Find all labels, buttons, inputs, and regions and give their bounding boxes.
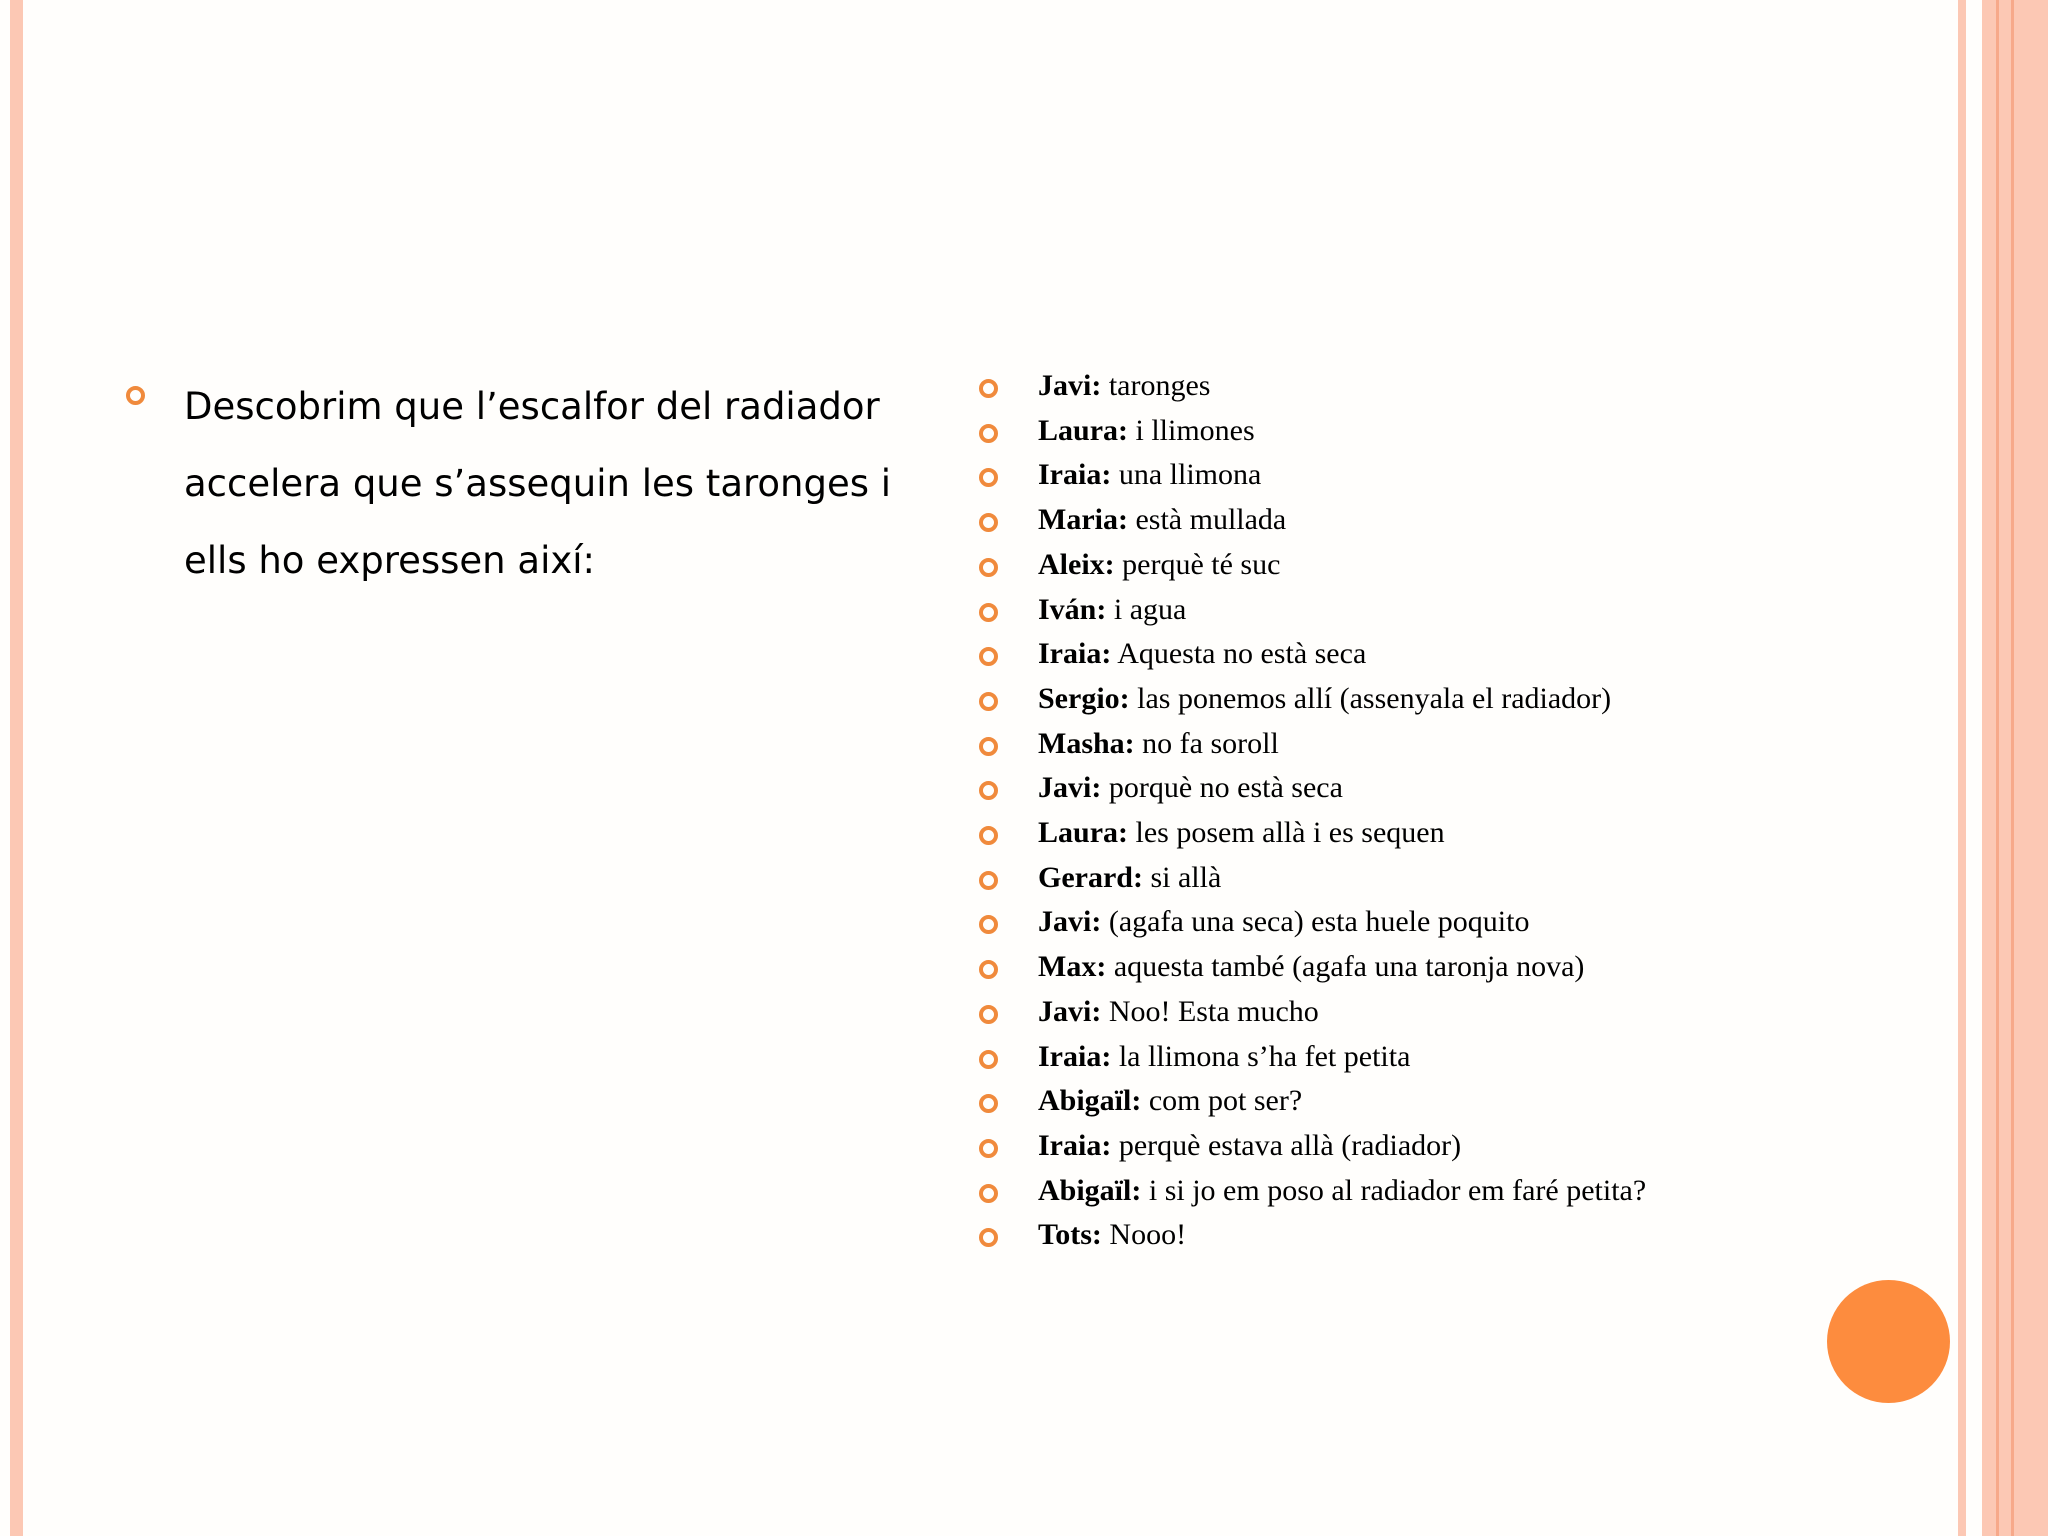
dialogue-text: perquè té suc	[1122, 547, 1281, 581]
dialogue-bullet-icon	[979, 1184, 998, 1203]
dialogue-bullet-icon	[979, 960, 998, 979]
speaker-name: Javi:	[1038, 369, 1102, 402]
dialogue-bullet-icon	[979, 424, 998, 443]
dialogue-line	[1038, 1213, 1186, 1257]
dialogue-line	[1038, 1124, 1461, 1168]
dialogue-text: perquè estava allà (radiador)	[1118, 1128, 1462, 1162]
dialogue-text: i agua	[1113, 592, 1187, 626]
dialogue-line	[1038, 722, 1279, 766]
dialogue-line	[1038, 900, 1529, 944]
dialogue-text: una llimona	[1118, 458, 1262, 492]
dialogue-text: i si jo em poso al radiador em faré petita?	[1148, 1173, 1647, 1207]
dialogue-text: no fa soroll	[1142, 726, 1279, 760]
dialogue-line	[1038, 677, 1611, 721]
dialogue-line	[1038, 1079, 1302, 1123]
right-border-stripe-2	[1982, 0, 2048, 1536]
dialogue-text: (agafa una seca) esta huele poquito	[1108, 905, 1530, 939]
dialogue-line	[1038, 453, 1261, 497]
dialogue-bullet-icon	[979, 871, 998, 890]
dialogue-line	[1038, 856, 1221, 900]
speaker-name: Maria:	[1038, 503, 1128, 537]
dialogue-line	[1038, 1169, 1646, 1213]
dialogue-line	[1038, 632, 1366, 676]
dialogue-line	[1038, 364, 1210, 408]
speaker-name: Iraia:	[1038, 458, 1112, 492]
dialogue-line	[1038, 588, 1186, 632]
dialogue-text: està mullada	[1135, 503, 1287, 537]
speaker-name: Tots:	[1038, 1218, 1102, 1252]
dialogue-bullet-icon	[979, 647, 998, 666]
dialogue-text: Aquesta no està seca	[1117, 637, 1367, 671]
dialogue-bullet-icon	[979, 1005, 998, 1024]
orange-circle-decoration	[1827, 1280, 1950, 1403]
dialogue-line	[1038, 766, 1343, 810]
right-border-line-2	[2011, 0, 2014, 1536]
dialogue-line	[1038, 543, 1280, 587]
dialogue-bullet-icon	[979, 513, 998, 532]
speaker-name: Abigaïl:	[1038, 1084, 1142, 1118]
dialogue-line	[1038, 409, 1255, 453]
right-border-stripe-1	[1958, 0, 1966, 1536]
dialogue-text: la llimona s’ha fet petita	[1118, 1039, 1411, 1073]
speaker-name: Laura:	[1038, 816, 1128, 849]
speaker-name: Iraia:	[1038, 1039, 1112, 1073]
speaker-name: Gerard:	[1038, 860, 1143, 894]
dialogue-bullet-icon	[979, 1094, 998, 1113]
dialogue-bullet-icon	[979, 826, 998, 845]
dialogue-bullet-icon	[979, 737, 998, 756]
dialogue-bullet-icon	[979, 781, 998, 800]
dialogue-bullet-icon	[979, 915, 998, 934]
dialogue-bullet-icon	[979, 468, 998, 487]
dialogue-line	[1038, 990, 1319, 1034]
dialogue-line	[1038, 1035, 1410, 1079]
dialogue-text: porquè no està seca	[1108, 771, 1343, 805]
dialogue-bullet-icon	[979, 1050, 998, 1069]
speaker-name: Javi:	[1038, 771, 1102, 805]
speaker-name: Laura:	[1038, 413, 1128, 447]
dialogue-bullet-icon	[979, 379, 998, 398]
dialogue-text: aquesta també (agafa una taronja nova)	[1113, 950, 1585, 984]
speaker-name: Abigaïl:	[1038, 1173, 1142, 1207]
speaker-name: Iraia:	[1038, 637, 1112, 671]
speaker-name: Aleix:	[1038, 547, 1115, 581]
dialogue-line	[1038, 945, 1584, 989]
intro-paragraph: Descobrim que l’escalfor del radiador accelera que s’assequin les taronges i ells ho expressen així:	[184, 385, 892, 582]
speaker-name: Max:	[1038, 950, 1107, 984]
right-border-line-1	[1996, 0, 1999, 1536]
dialogue-bullet-icon	[979, 1228, 998, 1247]
left-border-stripe	[10, 0, 23, 1536]
speaker-name: Iraia:	[1038, 1128, 1112, 1162]
dialogue-line	[1038, 811, 1445, 855]
dialogue-text: taronges	[1108, 369, 1211, 402]
intro-bullet-icon	[126, 386, 145, 405]
dialogue-text: les posem allà i es sequen	[1135, 816, 1445, 849]
dialogue-bullet-icon	[979, 692, 998, 711]
dialogue-text: com pot ser?	[1148, 1084, 1303, 1118]
dialogue-text: Noo! Esta mucho	[1108, 994, 1319, 1028]
dialogue-text: si allà	[1150, 860, 1222, 894]
speaker-name: Javi:	[1038, 905, 1102, 939]
dialogue-text: Nooo!	[1109, 1218, 1187, 1252]
dialogue-bullet-icon	[979, 1139, 998, 1158]
speaker-name: Iván:	[1038, 592, 1107, 626]
dialogue-line	[1038, 498, 1286, 542]
speaker-name: Masha:	[1038, 726, 1135, 760]
dialogue-bullet-icon	[979, 603, 998, 622]
dialogue-text: las ponemos allí (assenyala el radiador)	[1137, 681, 1612, 715]
speaker-name: Javi:	[1038, 994, 1102, 1028]
dialogue-bullet-icon	[979, 558, 998, 577]
dialogue-text: i llimones	[1135, 413, 1255, 447]
speaker-name: Sergio:	[1038, 681, 1130, 715]
